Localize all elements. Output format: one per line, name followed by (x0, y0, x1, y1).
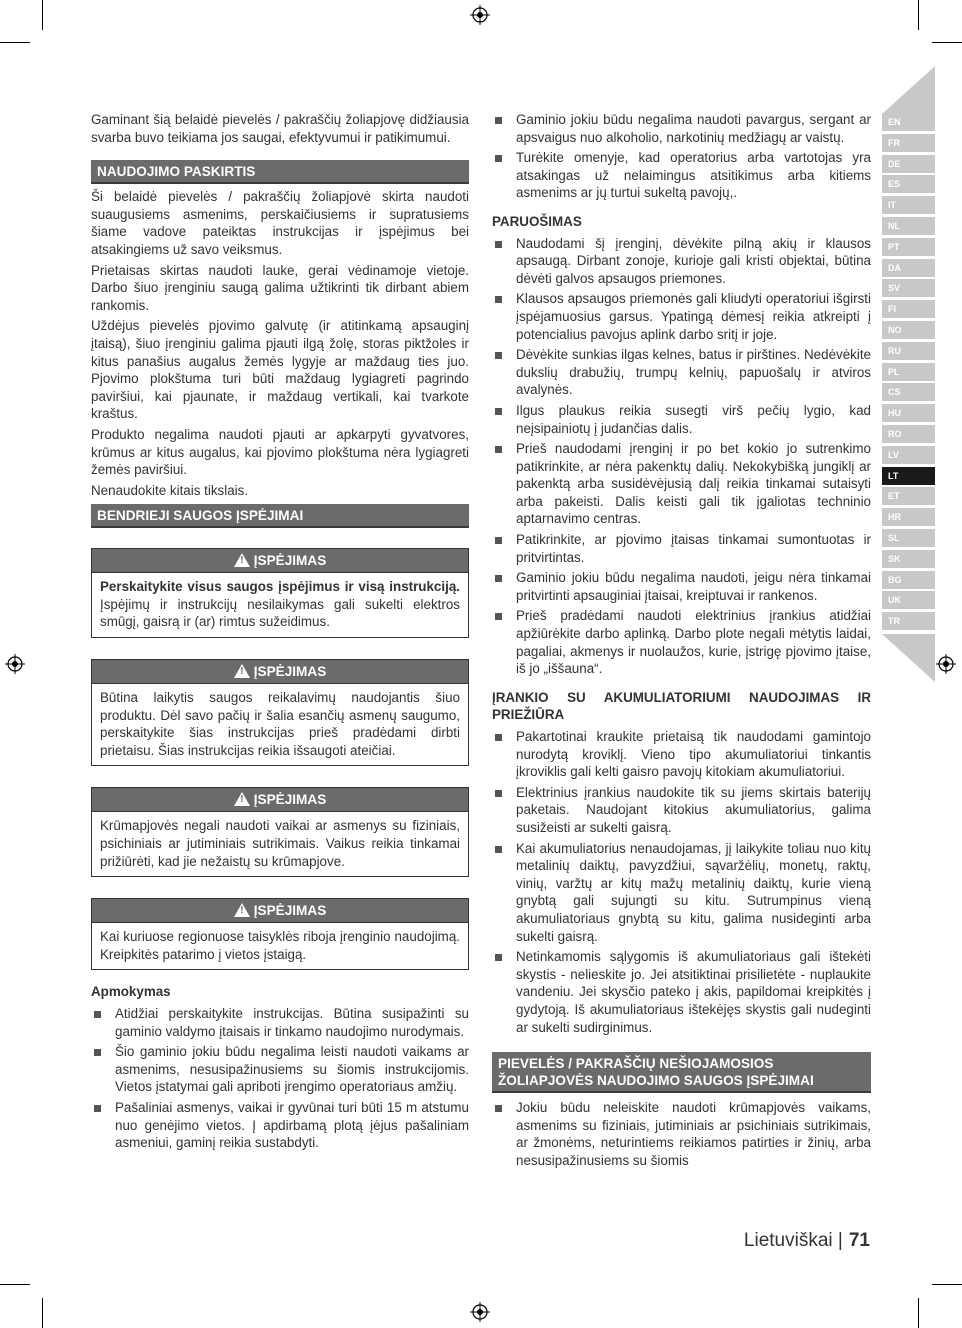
list-item (492, 440, 871, 528)
bullet-square-icon (495, 575, 502, 582)
intro-paragraph: Gaminant šią belaidė pievelės / pakraščių žoliapjovę didžiausia svarba buvo teikiama jos saugai, efektyvumui ir patikimumui. (91, 112, 469, 145)
subheading-preparation: PARUOŠIMAS (492, 213, 582, 229)
bullet-square-icon (495, 954, 502, 961)
language-tab-lv: LV (882, 446, 935, 464)
language-tab-it: IT (882, 196, 935, 214)
bullet-square-icon (495, 446, 502, 453)
warning-text: Kai kuriuose regionuose taisyklės riboja įrenginio naudojimą. Kreipkitės patarimo į vietos įstaigą. (100, 929, 460, 962)
warning-box (91, 659, 469, 766)
crop-mark (0, 42, 30, 43)
paragraph: Ši belaidė pievelės / pakraščių žoliapjovė skirta naudoti suaugusiems asmenims, perskaičiusiems ir supratusiems šiame vadove pateiktas instrukcijas ir įspėjimus bei atsakingiems už savo veiksmus. (91, 189, 469, 257)
bullet-list (492, 111, 871, 202)
language-strip-decoration (882, 634, 935, 682)
bullet-square-icon (495, 296, 502, 303)
subheading-battery-tool: ĮRANKIO SU AKUMULIATORIUMI NAUDOJIMAS IR PRIEŽIŪRA (492, 689, 871, 723)
list-item-text: Kai akumuliatorius nenaudojamas, jį laikykite toliau nuo kitų metalinių daiktų, pavyzdžiui, sąvaržėlių, monetų, raktų, vinių, varžtų ar kitų mažų metalinių daiktų, kurie vieną gnybtą gali sujungti su kitu. Sutrumpinus vieną akumuliatoriaus gnybtą su kitu, galima nusideginti arba sukelti gaisrą. (516, 840, 871, 944)
registration-mark-icon (5, 654, 25, 674)
bullet-square-icon (495, 537, 502, 544)
language-tab-de: DE (882, 155, 935, 173)
crop-mark (42, 1298, 43, 1328)
warning-triangle-icon: ! (234, 792, 250, 806)
crop-mark (42, 0, 43, 30)
warning-label: ĮSPĖJIMAS (253, 903, 327, 919)
section-heading-intended-use: NAUDOJIMO PASKIRTIS (91, 160, 469, 184)
list-item (492, 607, 871, 677)
list-item (91, 1005, 469, 1040)
list-item-text: Jokiu būdu neleiskite naudoti krūmapjovės vaikams, asmenims su fiziniais, jutiminiais ar psichiniais sutrikimais, ar žmonėms, neturintiems reikiamos patirties ir žinių, arba nesusipažinusiems su šiomis (516, 1100, 871, 1168)
bullet-square-icon (495, 408, 502, 415)
language-tab-lt: LT (882, 467, 935, 485)
language-tab-fr: FR (882, 134, 935, 152)
language-tab-ro: RO (882, 425, 935, 443)
warning-triangle-icon: ! (234, 664, 250, 678)
language-tab-pl: PL (882, 363, 935, 381)
language-tab-no: NO (882, 321, 935, 339)
section-heading-general-safety: BENDRIEJI SAUGOS ĮSPĖJIMAI (91, 504, 469, 528)
list-item (91, 1043, 469, 1096)
language-tab-hu: HU (882, 404, 935, 422)
language-tab-en: EN (882, 113, 935, 131)
paragraph: Prietaisas skirtas naudoti lauke, gerai vėdinamoje vietoje. Darbo šiuo įrenginiu saugą galima užtikrinti tik dirbant abiem rankomis. (91, 262, 469, 313)
language-tab-uk: UK (882, 591, 935, 609)
list-item-text: Dėvėkite sunkias ilgas kelnes, batus ir pirštines. Nedėvėkite dukslių drabužių, trumpų kelnių, papuošalų ir atviros avalynės. (516, 347, 871, 398)
crop-mark (932, 42, 962, 43)
bullet-square-icon (495, 613, 502, 620)
crop-mark (918, 0, 919, 30)
warning-header (92, 549, 468, 573)
bullet-square-icon (495, 117, 502, 124)
preparation-list (492, 235, 871, 678)
list-item (492, 346, 871, 399)
warning-box (91, 898, 469, 970)
list-item (492, 840, 871, 946)
warning-triangle-icon: ! (234, 903, 250, 917)
language-tab-hr: HR (882, 508, 935, 526)
list-item (492, 1099, 871, 1169)
list-item-text: Netinkamomis sąlygomis iš akumuliatoriaus gali ištekėti skystis - nelieskite jo. Jei atsitiktinai prisilietėte - nuplaukite vandeniu. Jei skysčio pateko į akis, papildomai kreipkitės į gydytoją. Iš akumuliatoriaus ištekėjęs skystis gali nudeginti ar sukelti sudirginimus. (516, 949, 871, 1035)
language-tab-es: ES (882, 175, 935, 193)
training-list (91, 1005, 469, 1152)
list-item (492, 728, 871, 781)
registration-mark-icon (470, 5, 490, 25)
warning-header (92, 660, 468, 684)
language-tabs (882, 113, 935, 633)
paragraph: Nenaudokite kitais tikslais. (91, 482, 249, 498)
bullet-square-icon (495, 241, 502, 248)
language-tab-nl: NL (882, 217, 935, 235)
warning-label: ĮSPĖJIMAS (253, 553, 327, 569)
bullet-square-icon (94, 1049, 101, 1056)
bullet-square-icon (495, 790, 502, 797)
list-item-text: Šio gaminio jokiu būdu negalima leisti naudoti vaikams ar asmenims, nesusipažinusiems su šiomis instrukcijomis. Vietos įstatymai gali apriboti įrengimo operatoriaus amžių. (115, 1044, 469, 1095)
language-strip-decoration (882, 66, 935, 114)
battery-list (492, 728, 871, 1036)
registration-mark-icon (936, 654, 956, 674)
list-item (492, 149, 871, 202)
warning-box (91, 787, 469, 877)
language-tab-fi: FI (882, 300, 935, 318)
warning-box (91, 548, 469, 638)
language-tab-tr: TR (882, 612, 935, 630)
section-heading-trimmer-safety: PIEVELĖS / PAKRAŠČIŲ NEŠIOJAMOSIOS ŽOLIAPJOVĖS NAUDOJIMO SAUGOS ĮSPĖJIMAI (492, 1052, 871, 1093)
list-item (492, 235, 871, 288)
list-item-text: Pakartotinai kraukite prietaisą tik naudodami gamintojo nurodytą kroviklį. Vieno tipo akumuliatoriui tinkantis įkroviklis gali kelti gaisro pavojų kitokiam akumuliatoriui. (516, 729, 871, 780)
bullet-square-icon (495, 352, 502, 359)
crop-mark (932, 1284, 962, 1285)
bullet-square-icon (495, 846, 502, 853)
list-item (492, 569, 871, 604)
warning-label: ĮSPĖJIMAS (253, 664, 327, 680)
list-item (492, 111, 871, 146)
registration-mark-icon (470, 1302, 490, 1322)
list-item (492, 402, 871, 437)
language-tab-et: ET (882, 487, 935, 505)
list-item-text: Patikrinkite, ar pjovimo įtaisas tinkamai sumontuotas ir pritvirtintas. (516, 532, 871, 565)
bullet-square-icon (94, 1105, 101, 1112)
list-item-text: Naudodami šį įrenginį, dėvėkite pilną akių ir klausos apsaugą. Dirbant zonoje, kurioje gali kristi objektai, būtina dėvėti galvos apsaugos priemones. (516, 235, 871, 286)
list-item (492, 948, 871, 1036)
bullet-square-icon (495, 155, 502, 162)
language-tab-cs: CS (882, 383, 935, 401)
warning-triangle-icon: ! (234, 553, 250, 567)
page-number: 71 (848, 1230, 870, 1251)
language-tab-sl: SL (882, 529, 935, 547)
crop-mark (918, 1298, 919, 1328)
warning-text: Krūmapjovės negali naudoti vaikai ar asmenys su fiziniais, psichiniais ar jutiminiais sutrikimais. Vaikus reikia tinkamai prižiūrėti, kad jie nežaistų su krūmapjove. (100, 818, 460, 869)
footer-language: Lietuviškai | (743, 1230, 843, 1251)
list-item-text: Klausos apsaugos priemonės gali kliudyti operatoriui išgirsti įspėjamuosius garsus. Ypatingą dėmesį reikia atkreipti į potencialius pavojus aplink darbo sritį ir joje. (516, 291, 871, 342)
list-item (492, 784, 871, 837)
list-item-text: Ilgus plaukus reikia susegti virš pečių lygio, kad neįsipainiotų į judančias dalis. (516, 402, 871, 436)
language-tab-ru: RU (882, 342, 935, 360)
language-tab-da: DA (882, 259, 935, 277)
warning-text (92, 573, 468, 637)
warning-text: Būtina laikytis saugos reikalavimų naudojantis šiuo produktu. Dėl savo pačių ir šalia esančių asmenų saugumo, perskaitykite šias instrukcijas prieš pradėdami dirbti prietaisu. Šias instrukcijas reikia išsaugoti ateičiai. (100, 690, 460, 758)
list-item-text: Elektrinius įrankius naudokite tik su jiems skirtais baterijų paketais. Naudojant kitokius akumuliatorius, galima susižeisti ar sukelti gaisrą. (516, 784, 871, 835)
language-tab-bg: BG (882, 571, 935, 589)
bullet-square-icon (495, 1105, 502, 1112)
list-item (492, 290, 871, 343)
bullet-square-icon (495, 734, 502, 741)
warning-label: ĮSPĖJIMAS (253, 792, 327, 808)
crop-mark (0, 1284, 30, 1285)
list-item (91, 1099, 469, 1152)
warning-header (92, 788, 468, 812)
language-tab-sk: SK (882, 550, 935, 568)
list-item-text: Gaminio jokiu būdu negalima naudoti pavargus, sergant ar apsvaigus nuo alkoholio, narkotinių medžiagų ar vaistų. (516, 112, 871, 145)
warning-body-text: Įspėjimų ir instrukcijų nesilaikymas gali sukelti elektros smūgį, gaisrą ir (ar) rimtus sužeidimus. (100, 596, 460, 630)
page-footer (744, 1230, 870, 1252)
left-column (91, 111, 469, 1155)
list-item (492, 531, 871, 566)
list-item-text: Atidžiai perskaitykite instrukcijas. Būtina susipažinti su gaminio valdymo įtaisais ir tinkamo naudojimo nurodymais. (115, 1006, 469, 1039)
list-item-text: Gaminio jokiu būdu negalima naudoti, jeigu nėra tinkamai pritvirtinti apsauginiai įtaisai, kreiptuvai ir rankenos. (516, 570, 871, 603)
warning-header (92, 899, 468, 923)
language-tab-pt: PT (882, 238, 935, 256)
language-tab-sv: SV (882, 279, 935, 297)
list-item-text: Prieš naudodami įrenginį ir po bet kokio jo sutrenkimo patikrinkite, ar nėra pakenktų dalių. Nekokybišką jungiklį ar pakenktą arba susidėvėjusią dalį reikia tinkamai sutaisyti arba pakeisti. Dalis keisti gali tik įgaliotas techninio aptarnavimo centras. (516, 441, 871, 527)
list-item-text: Pašaliniai asmenys, vaikai ir gyvūnai turi būti 15 m atstumu nuo genėjimo vietos. Į apdirbamą plotą įėjus pašaliniam asmeniui, gaminį reikia sustabdyti. (115, 1099, 469, 1151)
bullet-square-icon (94, 1011, 101, 1018)
list-item-text: Turėkite omenyje, kad operatorius arba vartotojas yra atsakingas už nelaimingus atsitikimus arba kitiems asmenims ar jų turtui sukeltą pavojų,. (516, 150, 871, 201)
paragraph: Uždėjus pievelės pjovimo galvutę (ir atitinkamą apsauginį įtaisą), šiuo įrenginiu galima pjauti ilgą žolę, storas piktžoles ir kitus panašius augalus žemės lygyje ar maždaug ties juo. Pjovimo plokštuma turi būti maždaug lygiagreti pagrindo paviršiui, kai pjaunate, ir maždaug vertikali, kai tvarkote kraštus. (91, 318, 469, 422)
warning-bold-text: Perskaitykite visus saugos įspėjimus ir visą instrukciją. (100, 579, 460, 595)
trimmer-safety-list (492, 1099, 871, 1169)
list-item-text: Prieš pradėdami naudoti elektrinius įrankius atidžiai apžiūrėkite darbo aplinką. Darbo plote negali mėtytis laidai, pagaliai, akmenys ir nuolaužos, kurie, įstrigę pjovimo įtaise, iš jo „iššauna“. (516, 608, 871, 677)
paragraph: Produkto negalima naudoti pjauti ar apkarpyti gyvatvores, krūmus ar kitus augalus, kai pjovimo plokštuma nėra lygiagreti žemės paviršiui. (91, 426, 469, 478)
subheading-training: Apmokymas (91, 984, 171, 1000)
right-column (492, 111, 871, 1172)
